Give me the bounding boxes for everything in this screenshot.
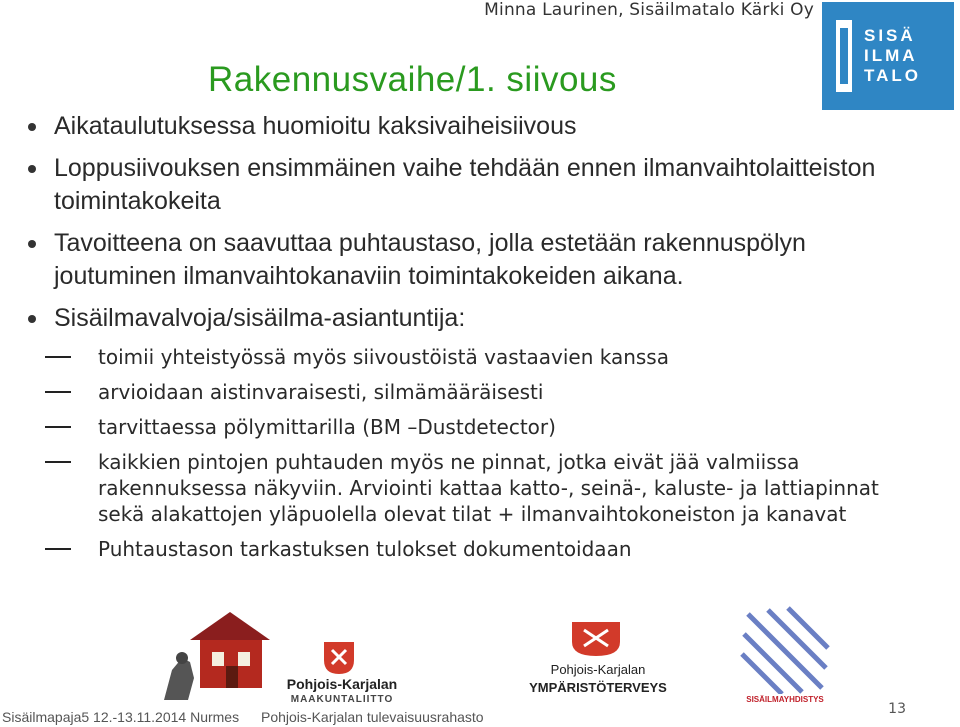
subbullet-3: tarvittaessa pölymittarilla (BM –Dustdetector): [28, 414, 918, 440]
logo-bar-icon: [836, 20, 852, 92]
footer-center: Pohjois-Karjalan tulevaisuusrahasto: [261, 709, 484, 725]
slide-title: Rakennusvaihe/1. siivous: [208, 60, 617, 99]
pk-liitto-line-1: Pohjois-Karjalan: [286, 676, 398, 692]
sisailmayhdistys-stripes-icon: [738, 604, 832, 694]
subbullet-1: toimii yhteistyössä myös siivoustöistä vastaavien kanssa: [28, 344, 918, 370]
subbullet-5: Puhtaustason tarkastuksen tulokset dokumentoidaan: [28, 536, 918, 562]
sisailmatalo-logo: [822, 2, 954, 110]
ymparisto-line-1: Pohjois-Karjalan: [550, 662, 646, 677]
bullet-4: Sisäilmavalvoja/sisäilma-asiantuntija:: [28, 302, 918, 335]
subbullet-2: arvioidaan aistinvaraisesti, silmämääräisesti: [28, 379, 918, 405]
ymparisto-shield-icon: [570, 620, 622, 658]
bullet-2: Loppusiivouksen ensimmäinen vaihe tehdään ennen ilmanvaihtolaitteiston toimintakokeita: [28, 152, 918, 218]
slide-content: [28, 110, 918, 570]
bullet-3: Tavoitteena on saavuttaa puhtaustaso, jolla estetään rakennuspölyn joutuminen ilmanvaihtokanaviin toimintakokeiden aikana.: [28, 227, 918, 293]
logo-line-1: SISÄ: [864, 26, 916, 45]
sisailmayhdistys-label: SISÄILMAYHDISTYS: [746, 695, 824, 704]
subbullet-4: kaikkien pintojen puhtauden myös ne pinnat, jotka eivät jää valmiissa rakennuksessa näkyviin. Arviointi kattaa katto-, seinä-, kaluste- ja lattiapinnat sekä alakattojen yläpuolella olevat tilat + ilmanvaihtokoneiston ja kanavat: [28, 449, 918, 527]
coat-of-arms-icon: [322, 640, 356, 676]
logo-line-2: ILMA: [864, 46, 918, 65]
sisailmayhdistys-logo: [730, 604, 840, 704]
ymparistoterveys-logo: [508, 620, 688, 708]
logo-line-3: TALO: [864, 66, 922, 85]
bullet-1: Aikataulutuksessa huomioitu kaksivaiheisiivous: [28, 110, 918, 143]
cottage-wolf-logo: [160, 600, 280, 708]
pohjois-karjalan-maakuntaliitto-logo: [282, 640, 402, 708]
footer-left: Sisäilmapaja5 12.-13.11.2014 Nurmes: [2, 709, 240, 725]
footer: [2, 709, 502, 725]
ymparisto-line-2: YMPÄRISTÖTERVEYS: [529, 680, 667, 695]
pk-liitto-line-2: MAAKUNTALIITTO: [290, 694, 394, 705]
page-number: 13: [888, 701, 906, 717]
author-line: Minna Laurinen, Sisäilmatalo Kärki Oy: [484, 0, 814, 20]
